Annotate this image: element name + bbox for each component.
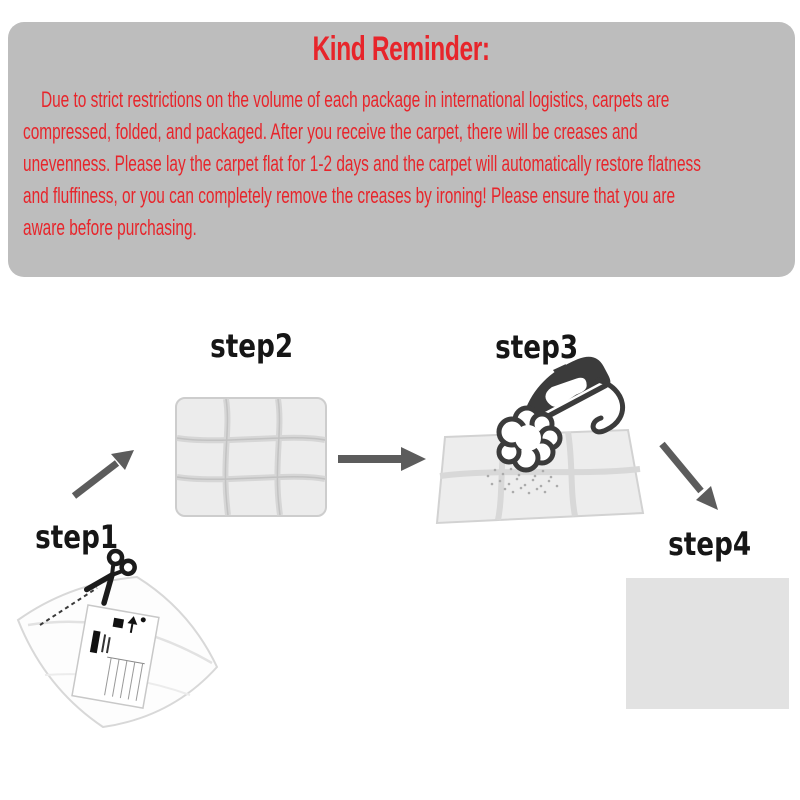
step3-label: step3 xyxy=(495,328,579,366)
arrow-up-right-icon xyxy=(74,450,134,496)
folded-carpet-icon xyxy=(176,398,326,516)
step1-label: step1 xyxy=(35,518,119,556)
reminder-box xyxy=(8,22,795,277)
reminder-line: compressed, folded, and packaged. After you receive the carpet, there will be creases and xyxy=(23,119,638,144)
reminder-line: unevenness. Please lay the carpet flat for 1-2 days and the carpet will automatically restore flatness xyxy=(23,151,701,176)
process-diagram xyxy=(0,280,800,800)
reminder-line: Due to strict restrictions on the volume of each package in international logistics, carpets are xyxy=(41,87,670,112)
steam-cloud-icon xyxy=(499,408,560,470)
step2-label: step2 xyxy=(210,327,294,365)
shipping-label xyxy=(72,605,159,708)
parcel-icon xyxy=(18,577,217,727)
reminder-line: aware before purchasing. xyxy=(23,215,197,240)
reminder-title xyxy=(8,32,795,66)
flat-carpet-icon xyxy=(626,578,789,709)
reminder-line: and fluffiness, or you can completely remove the creases by ironing! Please ensure that you are xyxy=(23,183,676,208)
step4-label: step4 xyxy=(668,525,752,563)
reminder-title-text: Kind Reminder: xyxy=(312,30,491,68)
arrow-right-icon xyxy=(338,447,426,471)
reminder-paragraph xyxy=(8,84,795,244)
arrow-down-right-icon xyxy=(662,444,718,510)
